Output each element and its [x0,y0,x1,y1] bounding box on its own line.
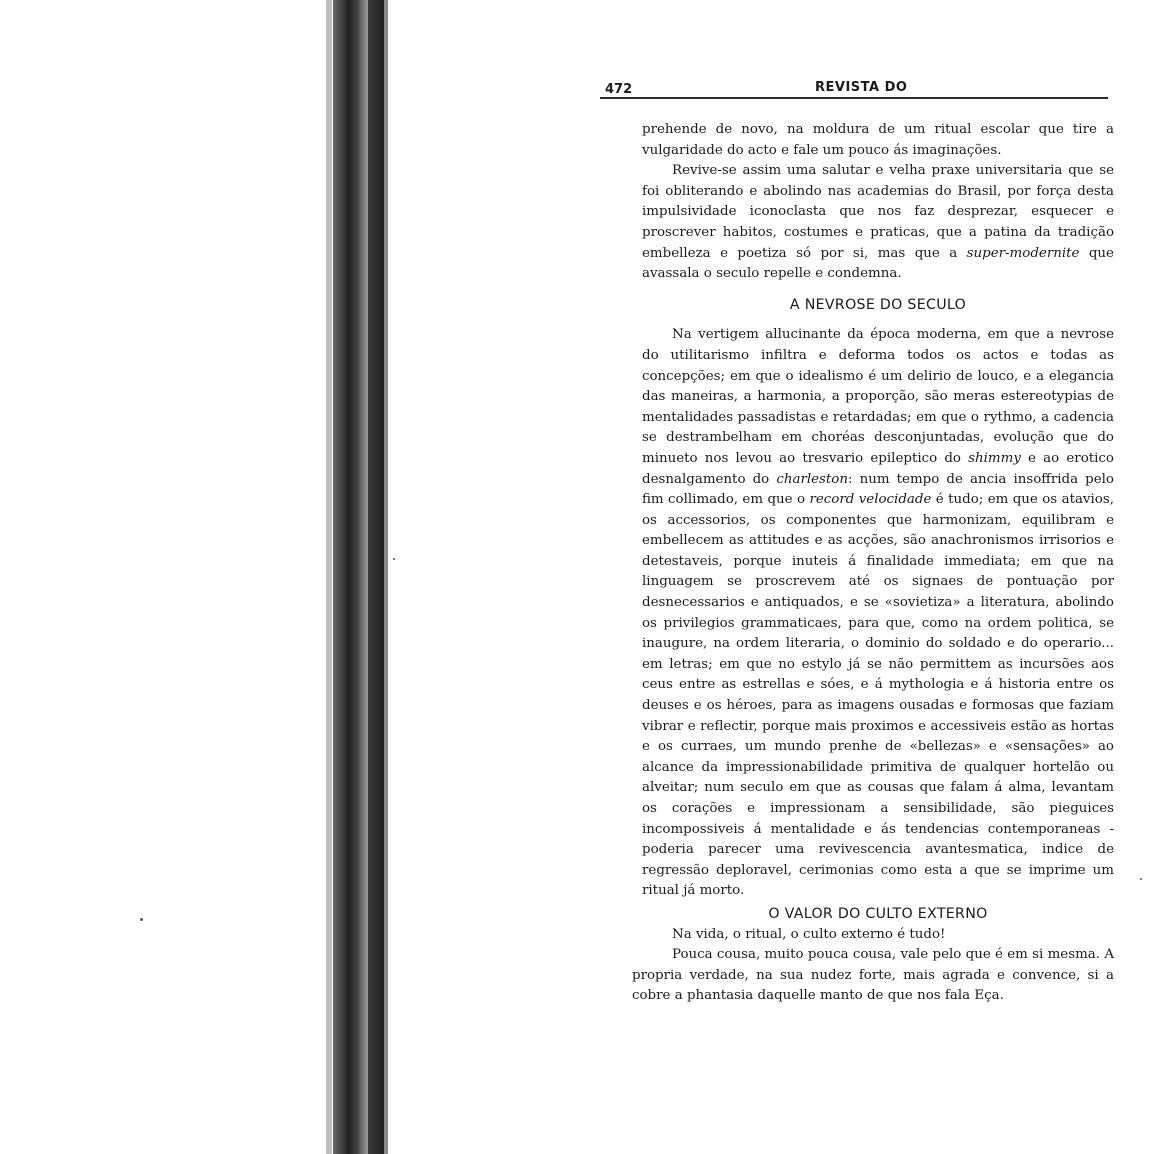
italic-term: record velocidade [809,492,932,508]
spine-shadow [333,0,347,1154]
body-text [632,120,1114,1007]
header-rule [600,97,1108,99]
italic-term: charleston [776,471,848,487]
text-run: é tudo; em que os atavios, os accessorios, os componentes que harmonizam, equilibram e embellecem as attitudes e as acções, são anachronismos irrisorios e detestaveis, porque inuteis á finalidade immediata; em que na linguagem se proscrevem até os signaes de pontuação por desnecessarios e antiquados, e se «sovietiza» a literatura, abolindo os privilegios grammaticaes, para que, como na ordem politica, se inaugure, na ordem literaria, o dominio do soldado e do operario... em letras; em que no estylo já se não permittem as incursões aos ceus entre as estrellas e sóes, e á mythologia e á historia entre os deuses e os héroes, para as imagens ousadas e formosas que faziam vibrar e reflectir, porque mais proximos e accessiveis estão as hortas e os curraes, um mundo prenhe de «bellezas» e «sensações» ao alcance da impressionabilidade primitiva de qualquer hortelão ou alveitar; num seculo em que as cousas que falam á alma, levantam os corações e impressionam a sensibilidade, são pieguices incompossiveis á mentalidade e ás tendencias contemporaneas - poderia parecer uma revivescencia avantesmatica, indice de regressão deploravel, cerimonias como esta a que se imprime um ritual já morto. [642,492,1114,899]
spine-edge [326,0,332,1154]
italic-term: super-modernite [966,245,1080,261]
text-run: : num tempo de ancia insoffrida pelo fim collimado, em que o [642,471,1114,508]
paragraph: Na vida, o ritual, o culto externo é tudo! [672,926,946,942]
paragraph [642,161,1114,285]
spine-edge [384,0,388,1154]
paragraph [642,325,1114,902]
section-title: A NEVROSE DO SECULO [789,296,967,313]
spine-shadow [368,0,384,1154]
paragraph: prehende de novo, na moldura de um ritual escolar que tire a vulgaridade do acto e fale um pouco ás imaginações. [642,122,1114,158]
page-number: 472 [605,82,633,97]
book-page [600,78,1118,1098]
text-run: e ao erotico desnalgamento do [642,450,1114,487]
dust-speck [393,558,395,560]
text-run: Revive-se assim uma salutar e velha praxe universitaria que se foi obliterando e abolindo nas academias do Brasil, por força desta impulsividade iconoclasta que nos faz desprezar, esquecer e proscrever habitos, costumes e praticas, que a patina da tradição embelleza e poetiza só por si, mas que a [642,163,1114,261]
text-run: Na vertigem allucinante da época moderna, em que a nevrose do utilitarismo infiltra e deforma todos os actos e todas as concepções; em que o idealismo é um delirio de louco, e a elegancia das maneiras, a harmonia, a proporção, são meras estereotypias de mentalidades passadistas e retardadas; em que o rythmo, a cadencia se destrambelham em choréas desconjuntadas, evolução que do minueto nos levou ao tresvario epileptico do [642,327,1114,466]
spine-shadow [347,0,359,1154]
dust-speck [140,918,143,921]
paragraph: Pouca cousa, muito pouca cousa, vale pelo que é em si mesma. A propria verdade, na sua nudez forte, mais agrada e convence, si a cobre a phantasia daquelle manto de que nos fala Eça. [632,947,1114,1004]
journal-title: REVISTA DO [815,80,908,95]
italic-term: shimmy [968,450,1021,466]
text-run: que avassala o seculo repelle e condemna. [642,245,1114,282]
running-head [600,78,1118,100]
section-title: O VALOR DO CULTO EXTERNO [768,905,988,922]
dust-speck [1140,878,1142,880]
spine-shadow [359,0,368,1154]
